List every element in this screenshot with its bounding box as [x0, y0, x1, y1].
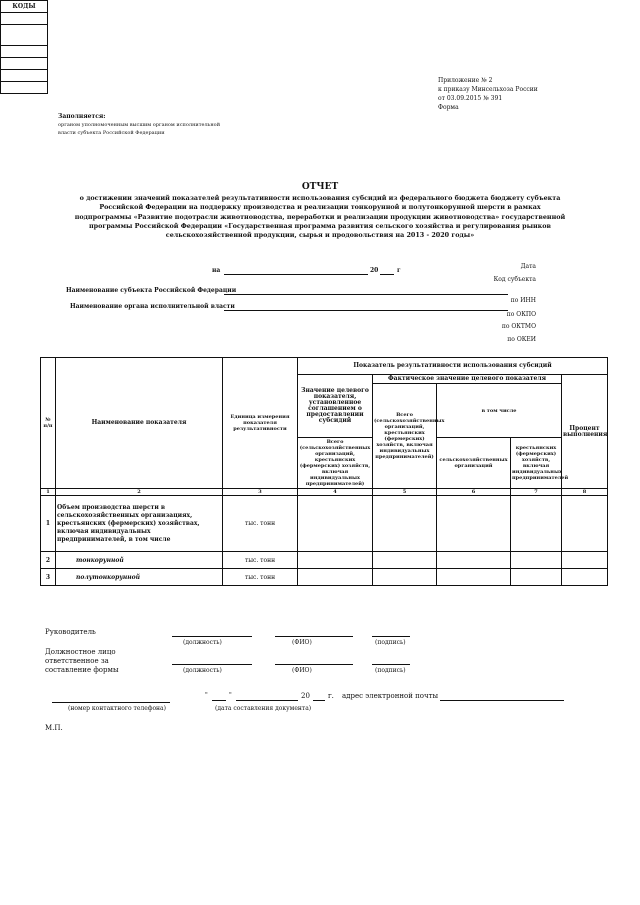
cell-actual-total[interactable] — [373, 569, 437, 586]
responsible-fio-caption: (ФИО) — [292, 667, 312, 674]
col-number-2: 2 — [56, 489, 223, 496]
row-no: 3 — [41, 569, 56, 586]
cell-farms[interactable] — [511, 552, 562, 569]
cell-target[interactable] — [298, 552, 373, 569]
responsible-signature-field[interactable] — [372, 664, 410, 665]
appendix-order-date: от 03.09.2015 № 391 — [438, 95, 503, 102]
filled-by-heading: Заполняется: — [58, 113, 106, 120]
head-position-caption: (должность) — [183, 639, 222, 646]
col-group-header: Показатель результативности использования субсидий — [298, 358, 608, 375]
head-position-field[interactable] — [172, 636, 252, 637]
cell-target[interactable] — [298, 569, 373, 586]
code-label-subject: Код субъекта — [493, 276, 536, 283]
responsible-line2: ответственное за — [45, 657, 109, 665]
code-oktmo-cell[interactable] — [1, 70, 48, 82]
code-subject-cell[interactable] — [1, 25, 48, 46]
code-label-okei: по ОКЕИ — [507, 336, 536, 343]
col-header-agri-org: сельскохозяйственных организаций — [437, 438, 511, 489]
row-unit: тыс. тонн — [223, 552, 298, 569]
filled-by-note — [58, 113, 258, 137]
responsible-line3: составление формы — [45, 666, 119, 674]
code-okpo-cell[interactable] — [1, 58, 48, 70]
table-row — [41, 569, 608, 586]
head-signature-caption: (подпись) — [375, 639, 406, 646]
stamp-mark: М.П. — [45, 724, 63, 732]
authority-label: Наименование органа исполнительной власти — [70, 303, 235, 310]
email-field[interactable] — [440, 700, 564, 701]
col-header-target-total: Всего (сельскохозяйственных организаций, крестьянских (фермерских) хозяйств, включая индивидуальных предпринимателей) — [298, 438, 373, 489]
date-quote-close: " — [229, 692, 232, 699]
code-label-inn: по ИНН — [510, 297, 536, 304]
email-label: адрес электронной почты — [342, 692, 439, 700]
col-number-8: 8 — [562, 489, 608, 496]
year-field[interactable] — [380, 274, 394, 275]
col-number-7: 7 — [511, 489, 562, 496]
col-header-farms: крестьянских (фермерских) хозяйств, включая индивидуальных предпринимателей — [511, 438, 562, 489]
col-header-percent: Процент выполнения — [562, 375, 608, 489]
col-header-no: № п/п — [41, 358, 56, 489]
row-name: Объем производства шерсти в сельскохозяйственных организациях, крестьянских (фермерских) хозяйствах, включая индивидуальных предпринимателей, в том числе — [56, 496, 223, 552]
cell-agri-org[interactable] — [437, 496, 511, 552]
subject-label: Наименование субъекта Российской Федерации — [66, 287, 237, 294]
sign-month-field[interactable] — [236, 700, 298, 701]
codes-table — [0, 0, 48, 94]
cell-farms[interactable] — [511, 496, 562, 552]
cell-percent[interactable] — [562, 569, 608, 586]
head-signature-field[interactable] — [372, 636, 410, 637]
filled-by-line2: власти субъекта Российской Федерации — [58, 130, 165, 136]
date-caption: (дата составления документа) — [215, 705, 312, 712]
row-name: тонкорунной — [56, 552, 223, 569]
subject-field[interactable] — [224, 294, 508, 295]
responsible-label — [45, 648, 119, 675]
cell-percent[interactable] — [562, 496, 608, 552]
head-fio-caption: (ФИО) — [292, 639, 312, 646]
responsible-position-caption: (должность) — [183, 667, 222, 674]
cell-agri-org[interactable] — [437, 569, 511, 586]
head-label: Руководитель — [45, 628, 96, 636]
filled-by-line1: органом уполномоченным высшим органом исполнительной — [58, 122, 221, 128]
head-fio-field[interactable] — [275, 636, 353, 637]
cell-actual-total[interactable] — [373, 496, 437, 552]
phone-field[interactable] — [52, 702, 170, 703]
col-header-name: Наименование показателя — [56, 358, 223, 489]
table-row — [41, 552, 608, 569]
code-label-date: Дата — [520, 263, 536, 270]
appendix-number: Приложение № 2 — [438, 77, 493, 84]
responsible-position-field[interactable] — [172, 664, 252, 665]
report-title: ОТЧЕТ — [301, 182, 339, 192]
table-row — [41, 496, 608, 552]
sign-year-field[interactable] — [313, 700, 325, 701]
cell-actual-total[interactable] — [373, 552, 437, 569]
code-label-okpo: по ОКПО — [506, 311, 536, 318]
appendix-reference — [438, 76, 568, 112]
authority-field[interactable] — [224, 310, 508, 311]
col-number-1: 1 — [41, 489, 56, 496]
cell-agri-org[interactable] — [437, 552, 511, 569]
col-number-6: 6 — [437, 489, 511, 496]
cell-percent[interactable] — [562, 552, 608, 569]
sign-year-label: 20 — [301, 692, 310, 700]
responsible-fio-field[interactable] — [275, 664, 353, 665]
appendix-order-ref: к приказу Минсельхоза России — [438, 86, 538, 93]
col-header-actual-total: Всего (сельскохозяйственных организаций, крестьянских (фермерских) хозяйств, включая индивидуальных предпринимателей) — [373, 384, 437, 489]
sign-day-field[interactable] — [212, 700, 226, 701]
sign-g-label: г. — [328, 692, 334, 700]
code-label-oktmo: по ОКТМО — [501, 323, 536, 330]
codes-title: КОДЫ — [1, 1, 48, 13]
report-subtitle: о достижении значений показателей результативности использования субсидий из федерального бюджета бюджету субъекта Российской Федерации на поддержку производства и реализации тонкорунной и полутонкорунной шерсти в рамках подпрограммы «Развитие подотрасли животноводства, переработки и реализации продукции животноводства» государственной программы Российской Федерации «Государственная программа развития сельского хозяйства и регулирования рынков сельскохозяйственной продукции, сырья и продовольствия на 2013 - 2020 годы» — [74, 194, 566, 240]
col-header-in-that-number: в том числе — [437, 384, 562, 438]
code-okei-cell[interactable] — [1, 82, 48, 94]
col-number-3: 3 — [223, 489, 298, 496]
col-header-unit: Единица измерения показателя результативности — [223, 358, 298, 489]
row-name: полутонкорунной — [56, 569, 223, 586]
col-header-actual: Фактическое значение целевого показателя — [373, 375, 562, 384]
code-date-cell[interactable] — [1, 13, 48, 25]
col-header-target: Значение целевого показателя, установленное соглашением о предоставлении субсидий — [298, 375, 373, 438]
col-number-5: 5 — [373, 489, 437, 496]
responsible-signature-caption: (подпись) — [375, 667, 406, 674]
date-g-label: г — [397, 267, 401, 274]
date-year-label: 20 — [370, 267, 379, 274]
col-number-4: 4 — [298, 489, 373, 496]
indicators-table — [40, 357, 608, 586]
date-field[interactable] — [224, 274, 368, 275]
cell-target[interactable] — [298, 496, 373, 552]
row-no: 2 — [41, 552, 56, 569]
row-unit: тыс. тонн — [223, 569, 298, 586]
appendix-form-label: Форма — [438, 104, 459, 111]
date-quote-open: " — [205, 692, 208, 699]
cell-farms[interactable] — [511, 569, 562, 586]
row-unit: тыс. тонн — [223, 496, 298, 552]
row-no: 1 — [41, 496, 56, 552]
responsible-line1: Должностное лицо — [45, 648, 116, 656]
phone-caption: (номер контактного телефона) — [68, 705, 166, 712]
date-na-label: на — [212, 267, 221, 274]
code-inn-cell[interactable] — [1, 46, 48, 58]
